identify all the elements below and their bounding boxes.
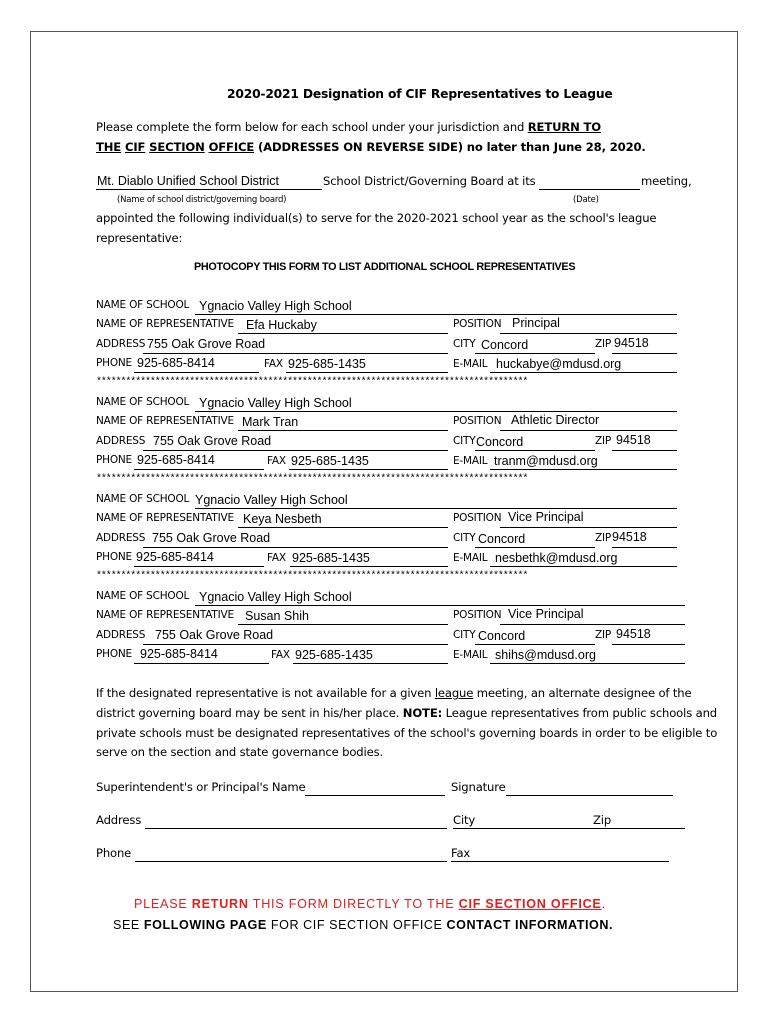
email-label: E-MAIL: [453, 455, 488, 467]
email-label: E-MAIL: [453, 649, 488, 661]
signoff-address-label: Address: [96, 813, 142, 827]
zip-label: ZIP: [595, 338, 612, 350]
city-label: CITY: [453, 629, 476, 641]
position-label: POSITION: [453, 318, 502, 330]
position-value[interactable]: Vice Principal: [508, 607, 584, 621]
superintendent-name-field[interactable]: [305, 795, 445, 796]
separator-stars: ****************************************************************************************: [96, 377, 528, 388]
signoff-fax-field[interactable]: [451, 861, 669, 862]
school-label: NAME OF SCHOOL: [96, 590, 190, 602]
meeting-label: meeting,: [641, 174, 692, 188]
zip-value[interactable]: 94518: [612, 530, 647, 544]
fax-label: FAX: [267, 552, 286, 564]
representative-name-value[interactable]: Susan Shih: [245, 609, 309, 623]
city-value[interactable]: Concord: [481, 338, 529, 352]
signature-field[interactable]: [506, 795, 673, 796]
address-value[interactable]: 755 Oak Grove Road: [152, 531, 271, 545]
email-value[interactable]: tranm@mdusd.org: [494, 454, 598, 468]
appointed-line-2: representative:: [96, 231, 183, 245]
school-name-value[interactable]: Ygnacio Valley High School: [199, 590, 352, 604]
return-instruction: PLEASE RETURN THIS FORM DIRECTLY TO THE CIF SECTION OFFICE.: [134, 897, 606, 911]
position-value[interactable]: Athletic Director: [511, 413, 600, 427]
district-caption: (Name of school district/governing board): [117, 195, 287, 205]
signoff-city-label: City: [453, 813, 476, 827]
signoff-city-field[interactable]: [453, 828, 593, 829]
meeting-date-field[interactable]: [539, 189, 640, 190]
phone-label: PHONE: [96, 551, 132, 563]
signoff-fax-label: Fax: [451, 846, 471, 860]
email-value[interactable]: huckabye@mdusd.org: [496, 357, 622, 371]
zip-value[interactable]: 94518: [616, 433, 651, 447]
note-line-2: district governing board may be sent in his/her place. NOTE: League representatives from public schools and: [96, 706, 717, 720]
address-value[interactable]: 755 Oak Grove Road: [147, 337, 266, 351]
date-caption: (Date): [573, 195, 599, 205]
separator-stars: ****************************************************************************************: [96, 571, 528, 582]
phone-value[interactable]: 925-685-8414: [136, 550, 214, 564]
zip-value[interactable]: 94518: [616, 627, 651, 641]
city-value[interactable]: Concord: [478, 629, 526, 643]
representative-name-value[interactable]: Efa Huckaby: [246, 318, 317, 332]
email-label: E-MAIL: [453, 552, 488, 564]
representative-label: NAME OF REPRESENTATIVE: [96, 415, 234, 427]
representative-name-value[interactable]: Mark Tran: [242, 415, 299, 429]
representative-label: NAME OF REPRESENTATIVE: [96, 609, 234, 621]
fax-label: FAX: [271, 649, 290, 661]
photocopy-note: PHOTOCOPY THIS FORM TO LIST ADDITIONAL SCHOOL REPRESENTATIVES: [194, 261, 576, 273]
school-label: NAME OF SCHOOL: [96, 299, 190, 311]
position-label: POSITION: [453, 609, 502, 621]
position-value[interactable]: Vice Principal: [508, 510, 584, 524]
signoff-phone-field[interactable]: [135, 861, 447, 862]
school-name-value[interactable]: Ygnacio Valley High School: [199, 396, 352, 410]
form-title: 2020-2021 Designation of CIF Representatives to League: [227, 87, 613, 101]
email-value[interactable]: nesbethk@mdusd.org: [495, 551, 618, 565]
address-label: ADDRESS: [96, 435, 146, 447]
school-name-value[interactable]: Ygnacio Valley High School: [199, 299, 352, 313]
address-value[interactable]: 755 Oak Grove Road: [153, 434, 272, 448]
address-value[interactable]: 755 Oak Grove Road: [155, 628, 274, 642]
contact-instruction: SEE FOLLOWING PAGE FOR CIF SECTION OFFICE CONTACT INFORMATION.: [113, 918, 614, 932]
signature-label: Signature: [451, 780, 506, 794]
fax-value[interactable]: 925-685-1435: [295, 648, 373, 662]
fax-value[interactable]: 925-685-1435: [288, 357, 366, 371]
fax-value[interactable]: 925-685-1435: [291, 454, 369, 468]
separator-stars: ****************************************************************************************: [96, 474, 528, 485]
school-name-value[interactable]: Ygnacio Valley High School: [195, 493, 348, 507]
position-label: POSITION: [453, 512, 502, 524]
fax-label: FAX: [264, 358, 283, 370]
signoff-zip-field[interactable]: [593, 828, 685, 829]
signoff-address-field[interactable]: [145, 828, 447, 829]
city-value[interactable]: Concord: [476, 435, 524, 449]
city-label: CITY: [453, 532, 476, 544]
signoff-phone-label: Phone: [96, 846, 132, 860]
email-label: E-MAIL: [453, 358, 488, 370]
note-line-1: If the designated representative is not available for a given league meeting, an alternate designee of the: [96, 686, 692, 700]
phone-value[interactable]: 925-685-8414: [137, 356, 215, 370]
district-board-label: School District/Governing Board at its: [323, 174, 536, 188]
zip-label: ZIP: [595, 532, 612, 544]
note-line-3: private schools must be designated representatives of the school's governing boards in order to be eligible to: [96, 726, 718, 740]
city-value[interactable]: Concord: [478, 532, 526, 546]
school-label: NAME OF SCHOOL: [96, 493, 190, 505]
position-label: POSITION: [453, 415, 502, 427]
note-line-4: serve on the section and state governance bodies.: [96, 745, 383, 759]
zip-label: ZIP: [595, 435, 612, 447]
email-value[interactable]: shihs@mdusd.org: [495, 648, 596, 662]
zip-label: ZIP: [595, 629, 612, 641]
zip-value[interactable]: 94518: [614, 336, 649, 350]
phone-value[interactable]: 925-685-8414: [137, 453, 215, 467]
phone-label: PHONE: [96, 357, 132, 369]
address-label: ADDRESS: [96, 532, 146, 544]
superintendent-name-label: Superintendent's or Principal's Name: [96, 780, 306, 794]
school-label: NAME OF SCHOOL: [96, 396, 190, 408]
representative-label: NAME OF REPRESENTATIVE: [96, 318, 234, 330]
appointed-line-1: appointed the following individual(s) to serve for the 2020-2021 school year as the school's league: [96, 211, 657, 225]
signoff-zip-label: Zip: [593, 813, 612, 827]
phone-label: PHONE: [96, 648, 132, 660]
representative-name-value[interactable]: Keya Nesbeth: [243, 512, 322, 526]
phone-label: PHONE: [96, 454, 132, 466]
address-label: ADDRESS: [96, 629, 146, 641]
fax-label: FAX: [267, 455, 286, 467]
fax-value[interactable]: 925-685-1435: [292, 551, 370, 565]
city-label: CITY: [453, 338, 476, 350]
intro-line-1: Please complete the form below for each school under your jurisdiction and RETURN TO: [96, 120, 602, 134]
phone-value[interactable]: 925-685-8414: [140, 647, 218, 661]
representative-label: NAME OF REPRESENTATIVE: [96, 512, 234, 524]
position-value[interactable]: Principal: [512, 316, 560, 330]
district-name-value[interactable]: Mt. Diablo Unified School District: [97, 174, 280, 188]
address-label: ADDRESS: [96, 338, 146, 350]
city-label: CITY: [453, 435, 476, 447]
intro-line-2: THE CIF SECTION OFFICE (ADDRESSES ON REVERSE SIDE) no later than June 28, 2020.: [96, 140, 646, 154]
